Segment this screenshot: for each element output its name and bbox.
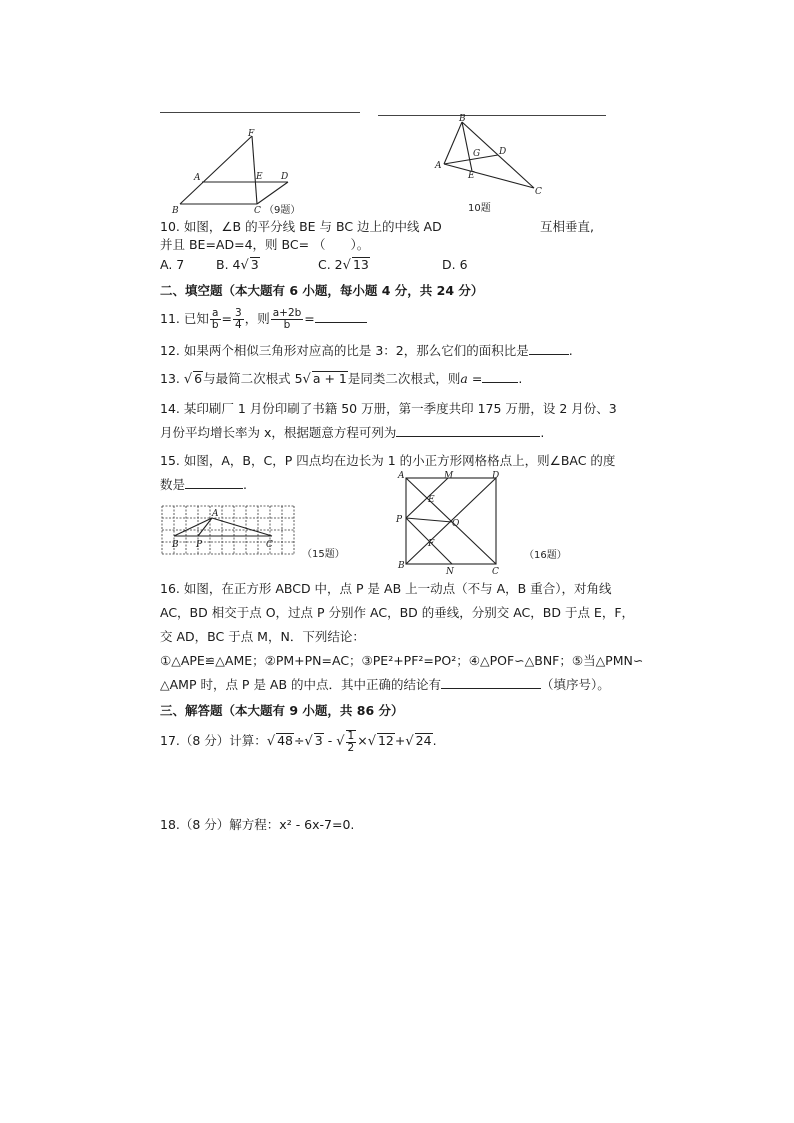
q11-frac-expr: $\frac{a+2b}{b}$ [272,307,302,331]
q16-line2: AC，BD 相交于点 O，过点 P 分别作 AC，BD 的垂线，分别交 AC，BD 于点 E，F， [160,605,635,620]
q12 [160,342,573,360]
q11-pre: 11. 已知 [160,311,209,326]
fig16-label-O: O [452,519,460,529]
q16-line4: ①△APE≌△AME；②PM+PN=AC；③PE²+PF²=PO²；④△POF∽△BNF；⑤当△PMN∽ [160,653,644,668]
q17-pre: 17.（8 分）计算： [160,733,267,748]
q13-mid: 与最简二次根式 5 [203,371,303,386]
fig16-label-E: E [428,495,435,505]
q12-end: . [568,343,573,358]
q10-option-b: B. 4√ 3 [216,257,259,273]
q10-options [160,256,184,274]
fig15-label-P: P [196,540,203,550]
fig10-label-A: A [435,161,442,171]
fig16-label-D: D [492,471,500,481]
q13-radicand-2: a + 1 [312,371,347,386]
q13-end: . [518,371,523,386]
q14-line1: 14. 某印刷厂 1 月份印刷了书籍 50 万册，第一季度共印 175 万册，设 2 月份、3 [160,401,617,416]
q11-post: = [304,311,315,326]
q16-line1: 16. 如图，在正方形 ABCD 中，点 P 是 AB 上一动点（不与 A，B 重合），对角线 [160,581,612,596]
q10-line1 [160,218,442,236]
q10-option-a: A. 7 [160,257,185,272]
section-3-heading: 三、解答题（本大题有 9 小题，共 86 分） [160,703,404,718]
q17-radicand-24: 24 [415,733,432,748]
q17-plus: + [394,733,406,748]
q13-radicand-1: 6 [194,371,203,386]
q10-text-b: 互相垂直, [540,219,594,234]
q17-frac-half: $\frac{1}{2}$ [347,729,355,754]
q10-option-b-radicand: 3 [250,257,259,272]
fig10-caption: 10题 [468,203,491,214]
fig15-caption: （15题） [302,549,345,560]
fig9-caption: （9题） [264,205,301,214]
section-2-heading: 二、填空题（本大题有 6 小题，每小题 4 分，共 24 分） [160,283,484,298]
fig16-caption: （16题） [524,550,567,561]
q15-end: . [243,477,247,492]
top-rule-left [160,112,360,113]
q11 [160,306,367,332]
q11-answer-blank[interactable] [315,310,367,323]
q10-option-d-text: D. 6 [442,257,468,272]
q11-eq: = [221,311,233,326]
q13-post: 是同类二次根式，则 [347,371,461,386]
fig16-label-P: P [396,515,403,525]
fig15-label-A: A [212,509,219,519]
fig16-label-C: C [492,567,499,574]
fig10-label-C: C [535,187,542,197]
q17-radicand-3: 3 [314,733,323,748]
q10-option-b-text: B. 4 [216,257,241,272]
figure-10 [430,114,550,214]
figure-9 [160,128,310,214]
q10-option-c-text: C. 2 [318,257,343,272]
q10-option-c-radicand: 13 [352,257,369,272]
fig9-label-F: F [248,129,255,139]
q11-frac-a-b: $\frac{a}{b}$ [211,307,219,331]
fig16-label-M: M [444,471,454,481]
q14-end: . [540,425,545,440]
q16-line5-pre: △AMP 时，点 P 是 AB 的中点．其中正确的结论有 [160,677,442,692]
q15-line2-text: 数是 [160,477,186,492]
q10-line1-tail [540,218,594,236]
q14-line2-text: 月份平均增长率为 x，根据题意方程可列为 [160,425,397,440]
fig9-label-C: C [254,206,261,214]
q16-line3: 交 AD，BC 于点 M，N．下列结论： [160,629,365,644]
q16-line5-post: （填序号）。 [541,677,610,692]
fig9-label-B: B [172,206,179,214]
figure-15 [160,500,360,564]
fig10-label-D: D [499,147,507,157]
q16-line5 [160,676,610,694]
fig15-label-B: B [172,540,179,550]
q17-div: ÷ [294,733,305,748]
fig16-label-A: A [398,471,405,481]
q11-frac-3-4: $\frac{3}{4}$ [235,307,242,331]
fig10-label-E: E [468,171,475,181]
q17: 17.（8 分）计算：√ 48÷√ 3 - √ $\frac{1}{2}$ ×√ 12+√ 24. [160,729,437,754]
q14-answer-blank[interactable] [396,424,540,437]
q17-end: . [432,733,437,748]
q13-variable: a [460,371,468,386]
q17-minus: - [323,733,337,748]
q13-pre: 13. [160,371,184,386]
q15-line1: 15. 如图，A，B，C，P 四点均在边长为 1 的小正方形网格格点上，则∠BAC 的度 [160,453,616,468]
fig9-label-E: E [256,172,263,182]
fig10-label-G: G [473,149,481,159]
q13: 13. √ 6与最简二次根式 5√ a + 1是同类二次根式，则a = . [160,371,523,387]
q12-answer-blank[interactable] [529,342,569,355]
q16-answer-blank[interactable] [441,676,541,689]
q12-text: 12. 如果两个相似三角形对应高的比是 3：2，那么它们的面积比是 [160,343,529,358]
q13-eq: = [467,371,483,386]
fig16-label-F: F [428,539,435,549]
q10-option-c: C. 2√ 13 [318,257,369,273]
q17-radicand-12: 12 [377,733,394,748]
q15-answer-blank[interactable] [185,476,243,489]
q10-text-a: 10. 如图，∠B 的平分线 BE 与 BC 边上的中线 AD [160,219,442,234]
q10-line2 [160,236,369,254]
fig9-label-D: D [281,172,289,182]
figure-16 [392,470,612,574]
fig15-label-C: C [266,540,273,550]
q17-radicand-48: 48 [277,733,294,748]
q18: 18.（8 分）解方程：x² - 6x-7=0. [160,817,355,832]
q13-answer-blank[interactable] [482,370,518,383]
fig10-label-B: B [459,114,466,124]
q11-mid: ，则 [244,311,270,326]
q14-line2 [160,424,544,442]
fig16-label-N: N [446,567,454,574]
q10-option-d [442,256,468,274]
q17-times: × [357,733,368,748]
q10-text-2: 并且 BE=AD=4，则 BC= （ ）。 [160,237,370,252]
fig16-label-B: B [398,561,405,571]
fig9-label-A: A [194,173,201,183]
q15-line2 [160,476,247,494]
